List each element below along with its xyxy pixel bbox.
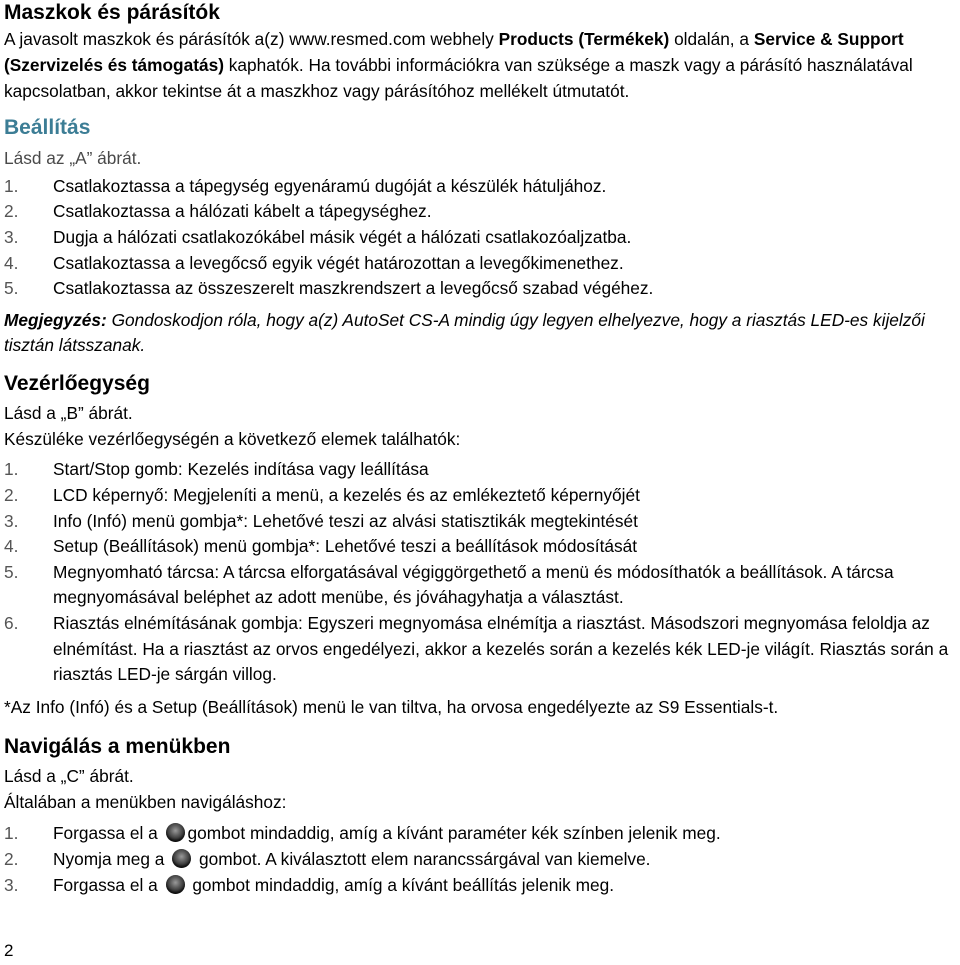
list-number: 1. [4, 175, 19, 196]
list-number: 5. [4, 278, 19, 299]
list-text-pre: Forgassa el a [53, 874, 163, 895]
masks-paragraph [4, 26, 954, 105]
list-item [4, 847, 954, 873]
list-text-pre: Forgassa el a [53, 823, 163, 844]
list-number: 4. [4, 252, 19, 273]
control-heading: Vezérlőegység [4, 371, 150, 395]
masks-text-c: oldalán, a [669, 29, 754, 49]
list-number: 1. [4, 459, 19, 480]
control-see-figure: Lásd a „B” ábrát. [4, 402, 133, 423]
list-number: 2. [4, 848, 19, 869]
push-dial-icon [166, 875, 185, 894]
list-item [4, 457, 954, 483]
list-item [4, 560, 954, 611]
list-item [4, 483, 954, 509]
nav-intro: Általában a menükben navigáláshoz: [4, 792, 287, 813]
list-text: Csatlakoztassa a hálózati kábelt a tápegységhez. [53, 201, 432, 222]
list-number: 6. [4, 612, 19, 633]
list-text: Info (Infó) menü gombja*: Lehetővé teszi az alvási statisztikák megtekintését [53, 510, 638, 531]
control-intro: Készüléke vezérlőegységén a következő elemek találhatók: [4, 429, 461, 450]
masks-text-e: kaphatók. Ha további információkra van szüksége a maszk vagy a párásító használatával kapcsolatban, akkor tekintse át a maszkhoz vagy párásítóhoz mellékelt útmutatót. [4, 55, 913, 102]
setup-heading: Beállítás [4, 115, 91, 139]
page-number: 2 [4, 941, 14, 960]
list-item [4, 611, 954, 688]
push-dial-icon [166, 823, 185, 842]
list-number: 3. [4, 510, 19, 531]
list-text: Csatlakoztassa az összeszerelt maszkrendszert a levegőcső szabad végéhez. [53, 278, 654, 299]
list-text-post: gombot mindaddig, amíg a kívánt paraméter kék színben jelenik meg. [187, 823, 721, 844]
list-number: 4. [4, 536, 19, 557]
nav-heading: Navigálás a menükben [4, 734, 231, 758]
service-support-text: Service & Support (Szervizelés és támogatás) [4, 29, 904, 76]
list-text: Dugja a hálózati csatlakozókábel másik végét a hálózati csatlakozóaljzatba. [53, 227, 632, 247]
list-item [4, 199, 954, 225]
list-number: 3. [4, 227, 19, 247]
list-text: LCD képernyő: Megjeleníti a menü, a kezelés és az emlékeztető képernyőjét [53, 484, 640, 505]
list-item [4, 276, 954, 302]
list-text: Csatlakoztassa a tápegység egyenáramú dugóját a készülék hátuljához. [53, 175, 607, 196]
list-item [4, 873, 954, 899]
note-text: Gondoskodjon róla, hogy a(z) AutoSet CS-A mindig úgy legyen elhelyezve, hogy a riasztás LED-es kijelzői tisztán látsszanak. [4, 309, 925, 356]
setup-steps [4, 174, 954, 302]
control-items [4, 457, 954, 687]
list-item [4, 821, 954, 847]
control-footnote: *Az Info (Infó) és a Setup (Beállítások) menü le van tiltva, ha orvosa engedélyezte az S9 Essentials-t. [4, 696, 779, 717]
list-number: 5. [4, 561, 19, 582]
list-text-post: gombot. A kiválasztott elem narancssárgával van kiemelve. [194, 848, 651, 869]
list-text: Setup (Beállítások) menü gombja*: Lehetővé teszi a beállítások módosítását [53, 536, 638, 557]
list-text: Megnyomható tárcsa: A tárcsa elforgatásával végiggörgethető a menü és módosíthatók a beállítások. A tárcsa megnyomásával beléphet az adott menübe, és jóváhagyhatja a választást. [53, 561, 894, 608]
list-text: Start/Stop gomb: Kezelés indítása vagy leállítása [53, 459, 429, 480]
list-text: Riasztás elnémításának gombja: Egyszeri megnyomása elnémítja a riasztást. Másodszori megnyomása feloldja az elnémítást. Ha a riasztást az orvos engedélyezi, akkor a kezelés során a kezelés kék LED-je világít. Riasztás során a riasztás LED-je sárgán villog. [53, 612, 949, 685]
nav-see-figure: Lásd a „C” ábrát. [4, 765, 134, 786]
list-text-post: gombot mindaddig, amíg a kívánt beállítás jelenik meg. [187, 874, 615, 895]
list-text-pre: Nyomja meg a [53, 848, 170, 869]
masks-text-a: A javasolt maszkok és párásítók a(z) www.resmed.com webhely [4, 29, 499, 49]
list-number: 1. [4, 823, 19, 844]
masks-heading: Maszkok és párásítók [4, 1, 220, 24]
list-item [4, 174, 954, 200]
setup-note [4, 308, 954, 359]
list-number: 2. [4, 484, 19, 505]
nav-steps [4, 821, 954, 898]
push-dial-icon [172, 849, 191, 868]
list-item [4, 509, 954, 535]
setup-see-figure: Lásd az „A” ábrát. [4, 147, 142, 168]
list-number: 3. [4, 874, 19, 895]
list-item [4, 251, 954, 277]
list-item [4, 534, 954, 560]
list-number: 2. [4, 201, 19, 222]
products-link-text: Products (Termékek) [498, 29, 670, 49]
list-item [4, 225, 954, 251]
note-label: Megjegyzés: [4, 309, 107, 330]
list-text: Csatlakoztassa a levegőcső egyik végét határozottan a levegőkimenethez. [53, 252, 624, 273]
